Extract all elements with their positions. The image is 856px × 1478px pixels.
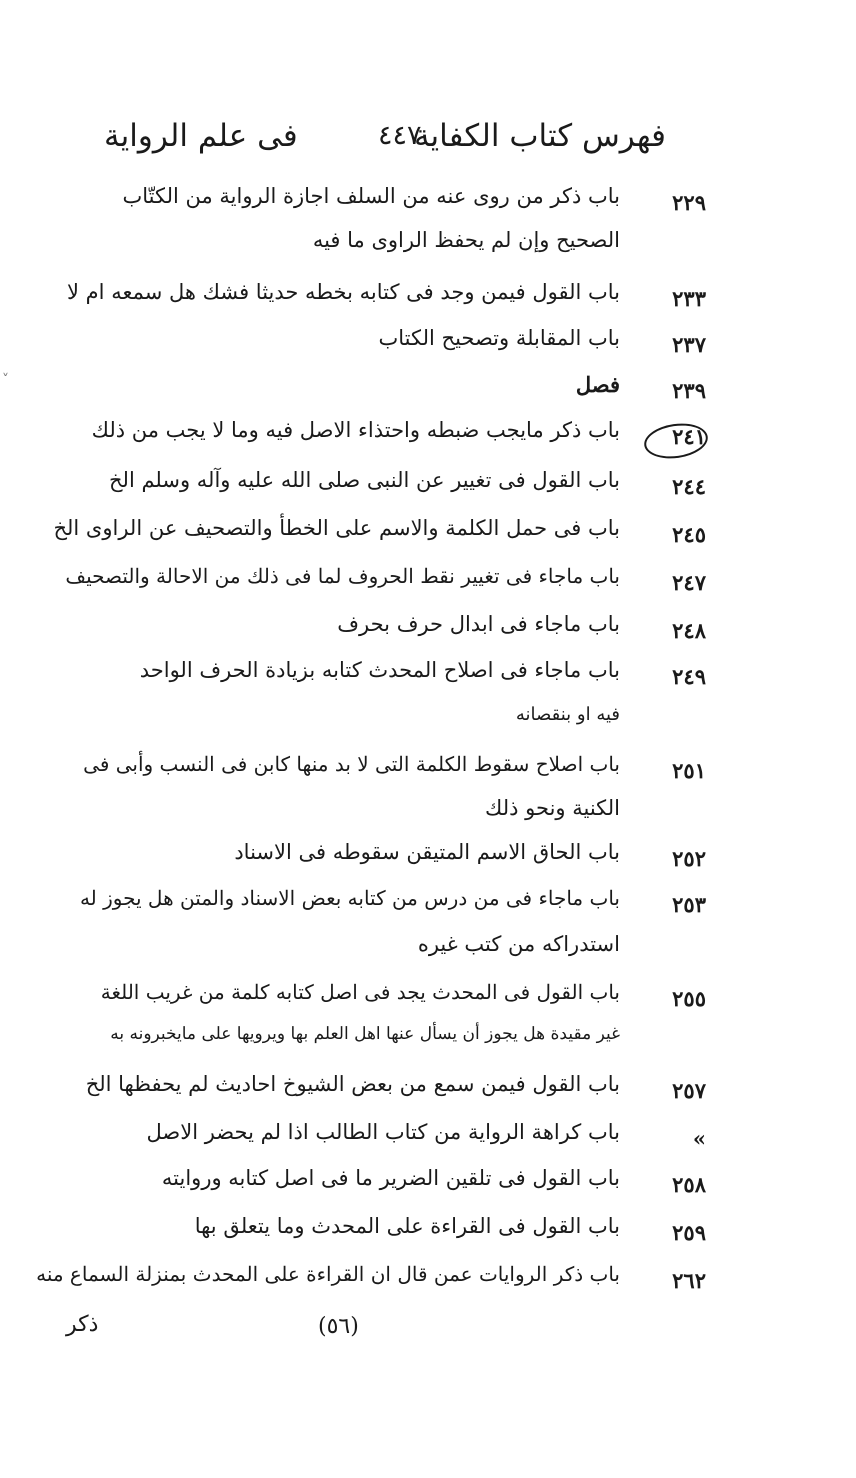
footer-page-number: (٥٦) <box>318 1314 359 1339</box>
entry-page-number: ٢٥٩ <box>672 1220 706 1245</box>
entry-title: باب ذكر مايجب ضبطه واحتذاء الاصل فيه وما لا يجب من ذلك <box>91 418 620 442</box>
entry-page-number: ٢٤٤ <box>672 474 706 499</box>
entry-title: باب القول فى تلقين الضرير ما فى اصل كتابه وروايته <box>161 1166 620 1190</box>
toc-entry <box>40 418 856 474</box>
entry-page-number: ٢٤٥ <box>672 522 706 547</box>
entry-page-number: ٢٤٧ <box>672 570 706 595</box>
entry-title: باب ماجاء فى تغيير نقط الحروف لما فى ذلك من الاحالة والتصحيف <box>65 564 620 588</box>
entry-continuation <box>40 1024 856 1074</box>
entry-title: باب القول فيمن سمع من بعض الشيوخ احاديث لم يحفظها الخ <box>85 1072 620 1096</box>
catchword: ذكر <box>66 1312 99 1337</box>
entry-page-number: ٢٤٨ <box>672 618 706 643</box>
entry-continuation <box>40 932 856 982</box>
entry-continuation <box>40 704 856 754</box>
entry-title: باب القول فيمن وجد فى كتابه بخطه حديثا فشك هل سمعه ام لا <box>67 280 620 304</box>
entry-page-number: ٢٣٩ <box>672 378 706 403</box>
entry-title-continued: الكنية ونحو ذلك <box>485 796 620 820</box>
page-header <box>0 118 856 168</box>
entry-title: باب ذكر من روى عنه من السلف اجازة الرواية من الكتّاب <box>122 184 620 208</box>
entry-title: باب ذكر الروايات عمن قال ان القراءة على المحدث بمنزلة السماع منه <box>36 1262 620 1286</box>
entry-title: باب ماجاء فى اصلاح المحدث كتابه بزيادة الحرف الواحد <box>139 658 620 682</box>
entry-title: باب المقابلة وتصحيح الكتاب <box>378 326 620 350</box>
entry-title: باب فى حمل الكلمة والاسم على الخطأ والتصحيف عن الراوى الخ <box>53 516 620 540</box>
entry-title: باب كراهة الرواية من كتاب الطالب اذا لم يحضر الاصل <box>146 1120 620 1144</box>
entry-title: باب القول فى القراءة على المحدث وما يتعلق بها <box>194 1214 620 1238</box>
entry-title-continued: استدراكه من كتب غيره <box>417 932 620 956</box>
entry-title-continued: فيه او بنقصانه <box>515 704 620 725</box>
margin-mark: ˅ <box>2 372 9 388</box>
book-title: فهرس كتاب الكفاية <box>413 118 666 154</box>
book-subtitle: فى علم الرواية <box>104 118 298 154</box>
entry-continuation <box>40 228 856 278</box>
entry-title: باب ماجاء فى ابدال حرف بحرف <box>337 612 620 636</box>
entry-title-continued: غير مقيدة هل يجوز أن يسأل عنها اهل العلم بها ويرويها على مايخبرونه به <box>110 1024 620 1044</box>
entry-page-number: ٢٣٧ <box>672 332 706 357</box>
entry-page-number: ٢٥١ <box>672 758 706 783</box>
entry-title: باب اصلاح سقوط الكلمة التى لا بد منها كابن فى النسب وأبى فى <box>83 752 620 776</box>
entry-title: باب ماجاء فى من درس من كتابه بعض الاسناد والمتن هل يجوز له <box>79 886 620 910</box>
entry-page-number: ٢٢٩ <box>672 190 706 215</box>
entry-continuation <box>40 796 856 846</box>
entry-page-number: ٢٥٥ <box>672 986 706 1011</box>
entry-title: باب القول فى تغيير عن النبى صلى الله عليه وآله وسلم الخ <box>108 468 620 492</box>
entry-title: فصل <box>575 372 620 397</box>
entry-page-number: ٢٣٣ <box>672 286 706 311</box>
entry-page-number: ٢٥٧ <box>672 1078 706 1103</box>
entry-title: باب القول فى المحدث يجد فى اصل كتابه كلمة من غريب اللغة <box>100 980 620 1004</box>
entry-title: باب الحاق الاسم المتيقن سقوطه فى الاسناد <box>234 840 620 864</box>
entry-page-number: ٢٤١ <box>672 424 706 449</box>
entry-page-number: » <box>692 1126 706 1151</box>
page-number: ٤٤٧ <box>378 120 422 151</box>
entry-page-number: ٢٥٣ <box>672 892 706 917</box>
entry-title-continued: الصحيح وإن لم يحفظ الراوى ما فيه <box>312 228 620 252</box>
entry-page-number: ٢٤٩ <box>672 664 706 689</box>
entry-page-number: ٢٥٨ <box>672 1172 706 1197</box>
entry-page-number: ٢٦٢ <box>672 1268 706 1293</box>
toc-entry <box>36 1262 856 1318</box>
entry-page-number: ٢٥٢ <box>672 846 706 871</box>
